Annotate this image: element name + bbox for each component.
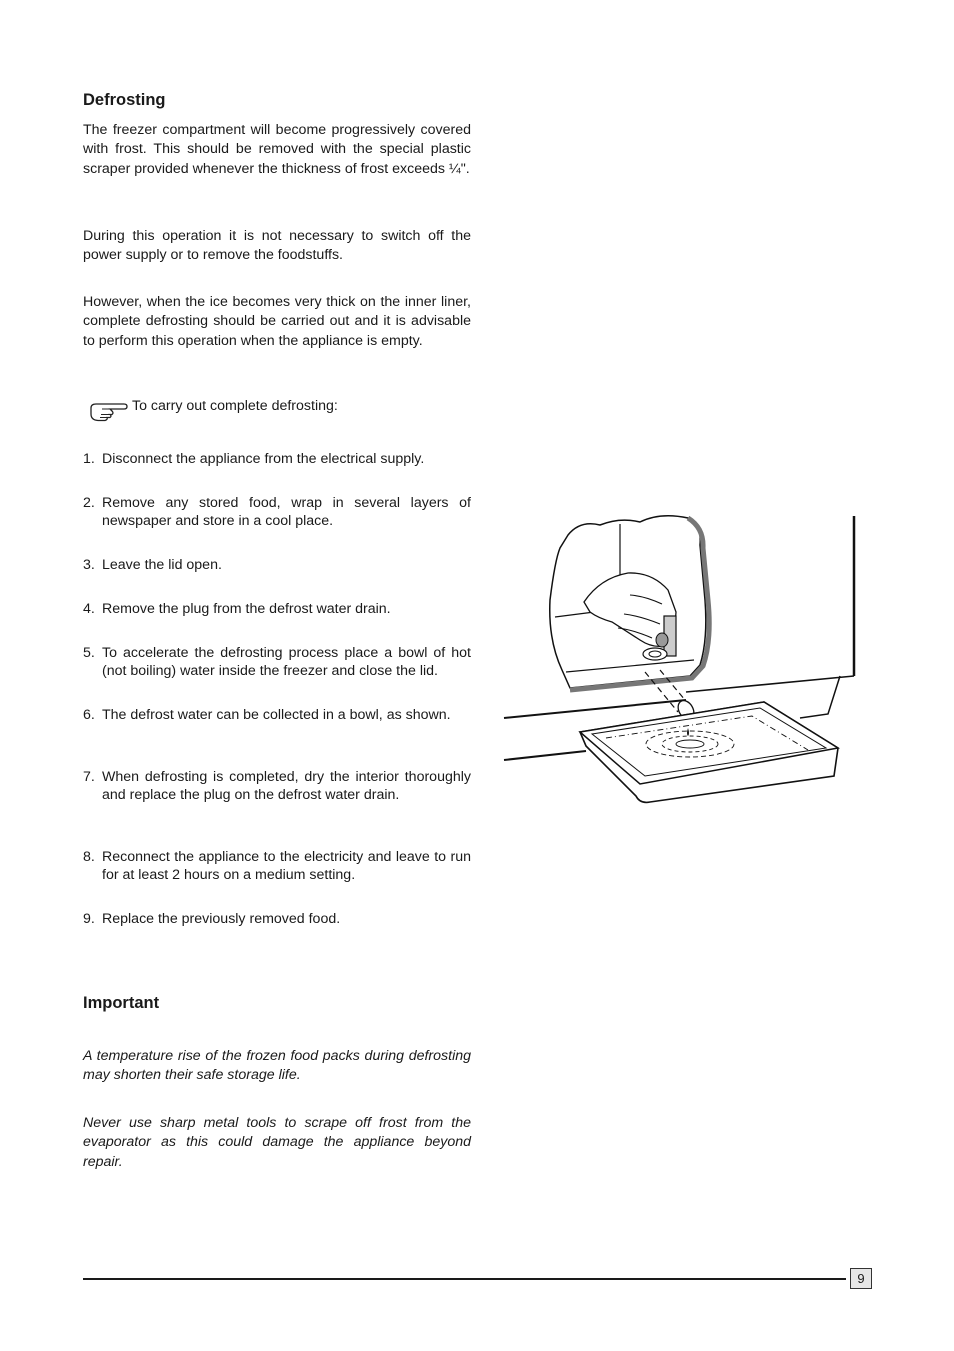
step-text: Reconnect the appliance to the electricity and leave to run for at least 2 hours on a medium setting.: [102, 849, 471, 883]
step-number: 4.: [83, 601, 95, 617]
paragraph-thick-ice: However, when the ice becomes very thick on the inner liner, complete defrosting should be carried out and it is advisable to perform this operation when the appliance is empty.: [83, 294, 471, 349]
step-text: Remove any stored food, wrap in several layers of newspaper and store in a cool place.: [102, 495, 471, 529]
defrost-drain-illustration: [500, 510, 870, 815]
step-text: To accelerate the defrosting process place a bowl of hot (not boiling) water inside the freezer and close the lid.: [102, 645, 471, 679]
step-number: 5.: [83, 645, 95, 661]
step-number: 6.: [83, 707, 95, 723]
paragraph-frost-intro: The freezer compartment will become progressively covered with frost. This should be removed with the special plastic scraper provided whenever the thickness of frost exceeds ¼".: [83, 122, 471, 177]
step-text: The defrost water can be collected in a bowl, as shown.: [102, 707, 451, 723]
footer-rule: [83, 1278, 846, 1280]
step-5: [83, 644, 471, 680]
step-text: Disconnect the appliance from the electrical supply.: [102, 451, 425, 467]
step-6: [83, 706, 471, 724]
step-1: [83, 450, 471, 468]
step-number: 7.: [83, 769, 95, 785]
note-text: To carry out complete defrosting:: [132, 398, 338, 414]
note-complete-defrosting: [88, 398, 338, 426]
section-heading-defrosting: Defrosting: [83, 91, 166, 109]
step-9: [83, 910, 471, 928]
pointing-hand-icon: [88, 398, 132, 426]
step-number: 1.: [83, 451, 95, 467]
step-number: 8.: [83, 849, 95, 865]
paragraph-power-supply: During this operation it is not necessary to switch off the power supply or to remove the foodstuffs.: [83, 228, 471, 264]
step-text: Remove the plug from the defrost water drain.: [102, 601, 391, 617]
step-number: 9.: [83, 911, 95, 927]
step-3: [83, 556, 471, 574]
step-text: Replace the previously removed food.: [102, 911, 341, 927]
step-text: Leave the lid open.: [102, 557, 222, 573]
step-8: [83, 848, 471, 884]
step-4: [83, 600, 471, 618]
step-text: When defrosting is completed, dry the interior thoroughly and replace the plug on the defrost water drain.: [102, 769, 471, 803]
section-heading-important: Important: [83, 994, 160, 1012]
step-number: 3.: [83, 557, 95, 573]
page-number: 9: [850, 1268, 872, 1289]
step-2: [83, 494, 471, 530]
paragraph-temperature-warning: A temperature rise of the frozen food packs during defrosting may shorten their safe storage life.: [83, 1048, 471, 1084]
step-number: 2.: [83, 495, 95, 511]
step-7: [83, 768, 471, 804]
paragraph-metal-tools-warning: Never use sharp metal tools to scrape off frost from the evaporator as this could damage the appliance beyond repair.: [83, 1115, 471, 1170]
